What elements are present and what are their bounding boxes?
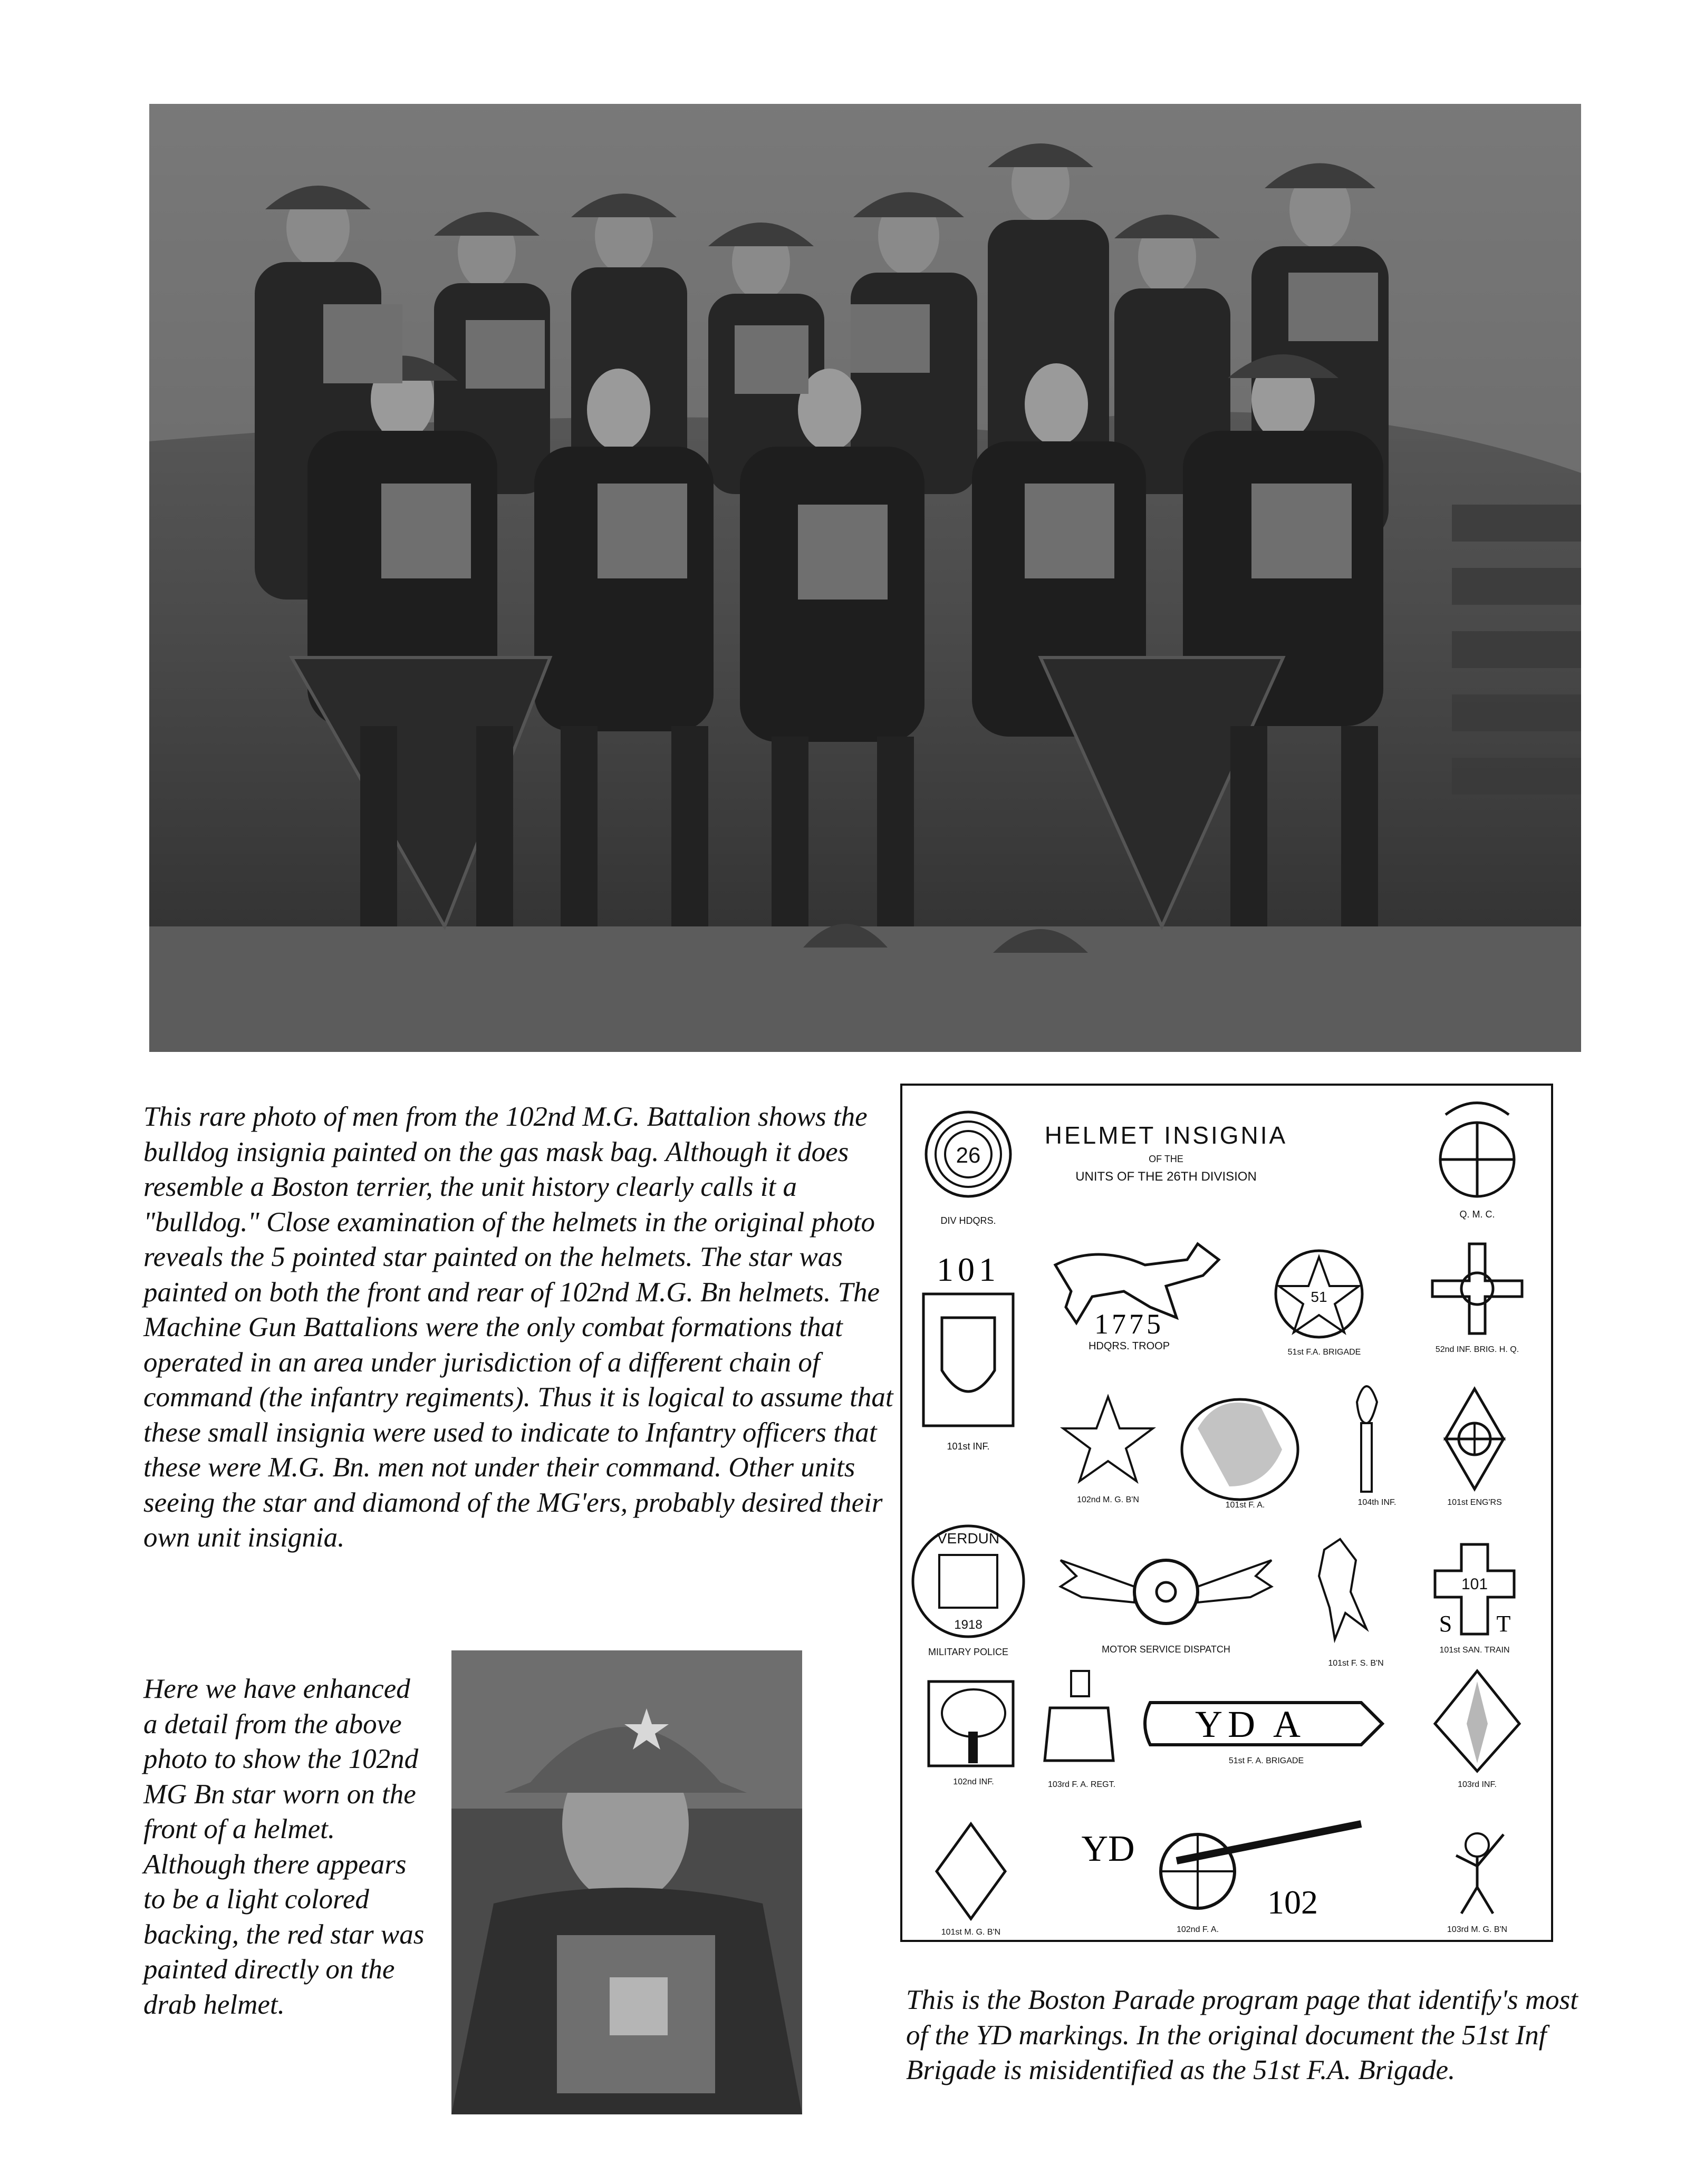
program-caption (906, 1983, 1581, 2088)
fsbn101-insignia (1319, 1539, 1384, 1668)
svg-text:102nd F. A.: 102nd F. A. (1176, 1925, 1219, 1934)
svg-text:HDQRS. TROOP: HDQRS. TROOP (1088, 1340, 1170, 1352)
mg-bn101-diamond-insignia (937, 1824, 1005, 1937)
engrs101-insignia (1446, 1389, 1504, 1507)
svg-text:52nd INF. BRIG. H. Q.: 52nd INF. BRIG. H. Q. (1435, 1345, 1519, 1354)
svg-text:MOTOR SERVICE DISPATCH: MOTOR SERVICE DISPATCH (1102, 1644, 1230, 1655)
mg-bn103-insignia (1447, 1833, 1507, 1934)
qmc-insignia (1440, 1103, 1514, 1220)
fa101-insignia (1182, 1399, 1298, 1510)
svg-text:51st F. A. BRIGADE: 51st F. A. BRIGADE (1228, 1756, 1304, 1765)
svg-text:101st SAN. TRAIN: 101st SAN. TRAIN (1439, 1646, 1510, 1655)
svg-text:YD: YD (1081, 1829, 1135, 1869)
main-photo-caption (143, 1099, 903, 1555)
svg-text:101st F. S. B'N: 101st F. S. B'N (1328, 1659, 1384, 1668)
svg-text:T: T (1496, 1611, 1511, 1637)
military-police-insignia (913, 1526, 1024, 1657)
svg-text:101st INF.: 101st INF. (947, 1441, 990, 1452)
svg-text:103rd INF.: 103rd INF. (1458, 1780, 1497, 1789)
helmet-detail-photo (451, 1650, 802, 2114)
svg-text:51: 51 (1311, 1289, 1327, 1305)
ya-brigade-insignia (1145, 1703, 1382, 1765)
san-train-insignia (1435, 1544, 1514, 1655)
program-of-the: OF THE (1149, 1154, 1183, 1164)
svg-text:102nd M. G. B'N: 102nd M. G. B'N (1077, 1495, 1139, 1504)
main-photo-caption-text: This rare photo of men from the 102nd M.G. Battalion shows the bulldog insignia painted on the gas mask bag. Although it does resemble a Boston terrier, the unit history clearly calls it a "bulldog." Close examination of the helmets in the original photo reveals the 5 pointed star painted on the helmets. The star was painted on both the front and rear of 102nd M.G. Bn helmets. The Machine Gun Battalions were the only combat formations that operated in an area under jurisdiction of a different chain of command (the infantry regiments). Thus it is logical to assume that these small insignia were used to indicate to Infantry officers that these were M.G. Bn. men not under their command. Other units seeing the star and diamond of the MG'ers, probably desired their own unit insignia. (143, 1101, 893, 1553)
svg-text:101st ENG'RS: 101st ENG'RS (1447, 1498, 1502, 1507)
motor-service-insignia (1061, 1560, 1272, 1655)
svg-text:101: 101 (937, 1251, 1000, 1288)
svg-text:1918: 1918 (954, 1618, 983, 1632)
svg-text:104th INF.: 104th INF. (1357, 1498, 1397, 1507)
mg-bn102-star-insignia (1063, 1397, 1153, 1504)
group-photo (149, 104, 1581, 1052)
helmet-insignia-program (900, 1084, 1553, 1942)
svg-text:103rd M. G. B'N: 103rd M. G. B'N (1447, 1925, 1508, 1934)
svg-text:26: 26 (956, 1143, 981, 1167)
fa-regt103-insignia (1045, 1671, 1115, 1789)
svg-text:MILITARY POLICE: MILITARY POLICE (928, 1647, 1009, 1657)
svg-text:102: 102 (1267, 1883, 1318, 1921)
detail-photo-caption-text: Here we have enhanced a detail from the above photo to show the 102nd MG Bn star worn on the front of a helmet. Although there appears to be a light colored backing, the red star was painted directly on the drab helmet. (143, 1674, 425, 2020)
program-title: HELMET INSIGNIA (1044, 1122, 1288, 1149)
svg-text:101st M. G. B'N: 101st M. G. B'N (941, 1928, 1001, 1937)
div-hdqrs-insignia (926, 1112, 1010, 1226)
insignia-chart (902, 1086, 1551, 1940)
inf103-insignia (1435, 1671, 1519, 1789)
hdqrs-troop-insignia (1055, 1244, 1219, 1352)
svg-text:101: 101 (1461, 1576, 1488, 1593)
svg-text:Q. M. C.: Q. M. C. (1459, 1209, 1495, 1220)
svg-text:1775: 1775 (1094, 1308, 1164, 1340)
fa102-insignia (1081, 1824, 1361, 1934)
svg-text:101st F. A.: 101st F. A. (1225, 1501, 1265, 1510)
fa-brigade51-insignia (1276, 1251, 1362, 1357)
inf102-insignia (929, 1682, 1013, 1786)
svg-text:YD A: YD A (1195, 1703, 1306, 1745)
svg-text:103rd F. A. REGT.: 103rd F. A. REGT. (1047, 1780, 1116, 1789)
svg-text:DIV HDQRS.: DIV HDQRS. (940, 1215, 996, 1226)
program-caption-text: This is the Boston Parade program page that identify's most of the YD markings. In the original document the 51st Inf Brigade is misidentified as the 51st F.A. Brigade. (906, 1985, 1578, 2085)
program-subtitle: UNITS OF THE 26TH DIVISION (1075, 1170, 1257, 1184)
svg-text:S: S (1439, 1611, 1452, 1637)
inf104-insignia (1357, 1386, 1396, 1507)
inf-brig-hq52-insignia (1432, 1244, 1522, 1354)
inf101-insignia (923, 1251, 1013, 1452)
detail-photo-caption (143, 1671, 428, 2022)
svg-text:102nd INF.: 102nd INF. (953, 1777, 994, 1786)
svg-text:51st F.A. BRIGADE: 51st F.A. BRIGADE (1287, 1348, 1361, 1357)
svg-text:VERDUN: VERDUN (937, 1530, 1000, 1547)
